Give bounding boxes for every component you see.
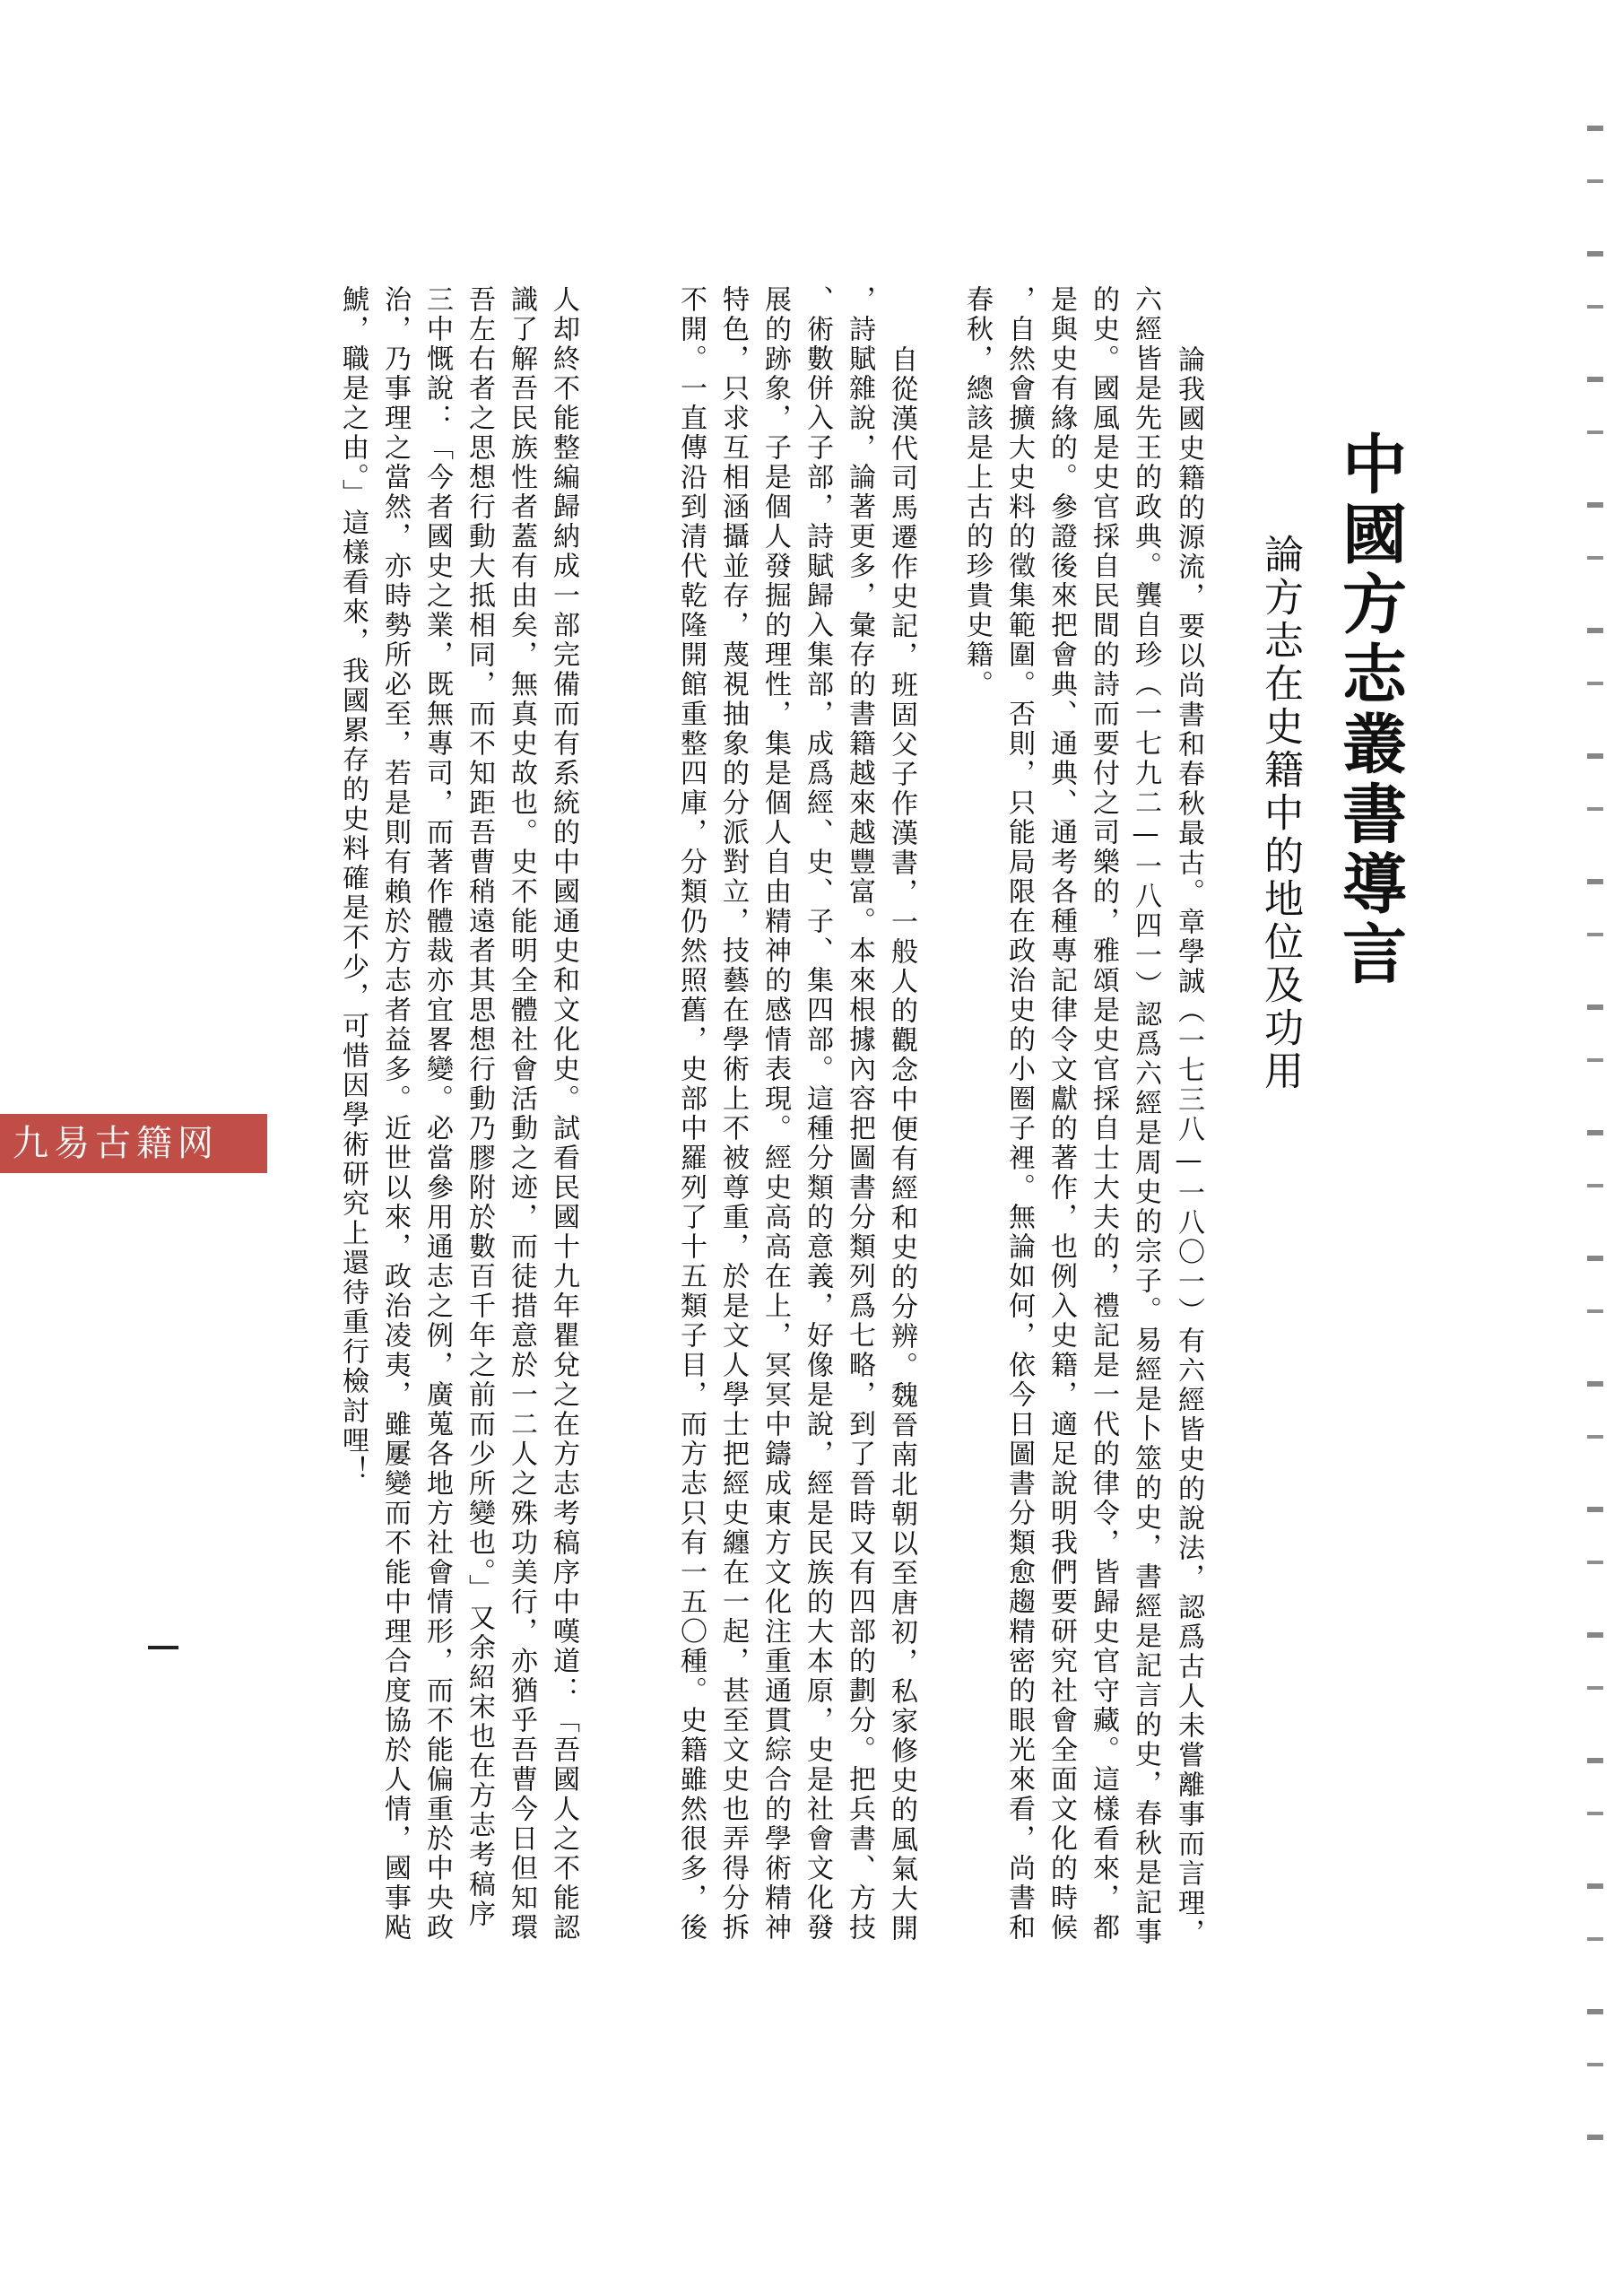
- body-line: 人却終不能整編歸納成一部完備而有系統的中國通史和文化史。試看民國十九年瞿兌之在方志考稿序中嘆道：「吾國人之不能認: [548, 285, 579, 1943]
- body-line: 治，乃事理之當然，亦時勢所必至，若是則有賴於方志者益多。近世以來，政治凌夷，雖屢變而不能中理合度協於人情，國事飐: [379, 285, 411, 1943]
- body-line: 是與史有緣的。參證後來把會典、通典、通考各種專記律令文獻的著作，也例入史籍，適足說明我們要研究社會全面文化的時候: [1046, 285, 1077, 1943]
- body-line: 識了解吾民族性者蓋有由矣，無真史故也。史不能明全體社會活動之迹，而徒措意於一二人之殊功美行，亦猶乎吾曹今日但知環: [506, 285, 537, 1943]
- body-line: 論我國史籍的源流，要以尚書和春秋最古。章學誠（一七三八—一八〇一）有六經皆史的說法，認爲古人未嘗離事而言理，: [1173, 345, 1204, 1948]
- body-line: 三中慨說：「今者國史之業，既無專司，而著作體裁亦宜畧變。必當參用通志之例，廣蒐各地方社會情形，而不能偏重於中央政: [421, 285, 453, 1943]
- page-title: 中國方志叢書導言: [1332, 430, 1407, 990]
- page-number-mark: [148, 1646, 178, 1649]
- body-line: 吾左右者之思想行動大抵相同，而不知距吾曹稍遠者其思想行動乃膠附於數百千年之前而少所變也。」又余紹宋也在方志考稿序: [464, 285, 495, 1929]
- body-line: 展的跡象，子是個人發掘的理性，集是個人自由精神的感情表現。經史高高在上，冥冥中鑄成東方文化注重通貫綜合的學術精神: [759, 285, 791, 1943]
- scan-edge-artifact: [1587, 126, 1603, 2188]
- watermark: 九易古籍网: [0, 1114, 267, 1173]
- body-line: ，詩賦雜說，論著更多，彙存的書籍越來越豐富。本來根據內容把圖書分類列爲七略，到了晉時又有四部的劃分。把兵書、方技: [844, 285, 875, 1943]
- body-line: 的史。國風是史官採自民間的詩而要付之司樂的，雅頌是史官採自士大夫的，禮記是一代的律令，皆歸史官守藏。這樣看來，都: [1088, 285, 1119, 1943]
- body-line: 六經皆是先王的政典。龔自珍（一七九二—一八四一）認爲六經是周史的宗子。易經是卜筮的史，書經是記言的史，春秋是記事: [1130, 285, 1161, 1947]
- body-line: 鯱，職是之由。」這樣看來，我國累存的史料確是不少，可惜因學術研究上還待重行檢討哩！: [337, 285, 369, 1485]
- body-line: 特色，只求互相涵攝並存，蔑視抽象的分派對立，技藝在學術上不被尊重，於是文人學士把經史纏在一起，甚至文史也弄得分拆: [717, 285, 749, 1943]
- body-line: 不開。一直傳沿到清代乾隆開館重整四庫，分類仍然照舊，史部中羅列了十五類子目，而方志只有一五〇種。史籍雖然很多，後: [675, 285, 707, 1943]
- page-subtitle: 論方志在史籍中的地位及功用: [1257, 534, 1303, 1093]
- body-line: 、術數併入子部，詩賦歸入集部，成爲經、史、子、集四部。這種分類的意義，好像是說，經是民族的大本原，史是社會文化發: [802, 285, 833, 1943]
- body-line: 自從漢代司馬遷作史記，班固父子作漢書，一般人的觀念中便有經和史的分辨。魏晉南北朝以至唐初，私家修史的風氣大開: [886, 345, 917, 1944]
- body-line: 春秋，總該是上古的珍貴史籍。: [961, 285, 993, 700]
- body-line: ，自然會擴大史料的徵集範圍。否則，只能局限在政治史的小圈子裡。無論如何，依今日圖書分類愈趨精密的眼光來看，尚書和: [1003, 285, 1035, 1943]
